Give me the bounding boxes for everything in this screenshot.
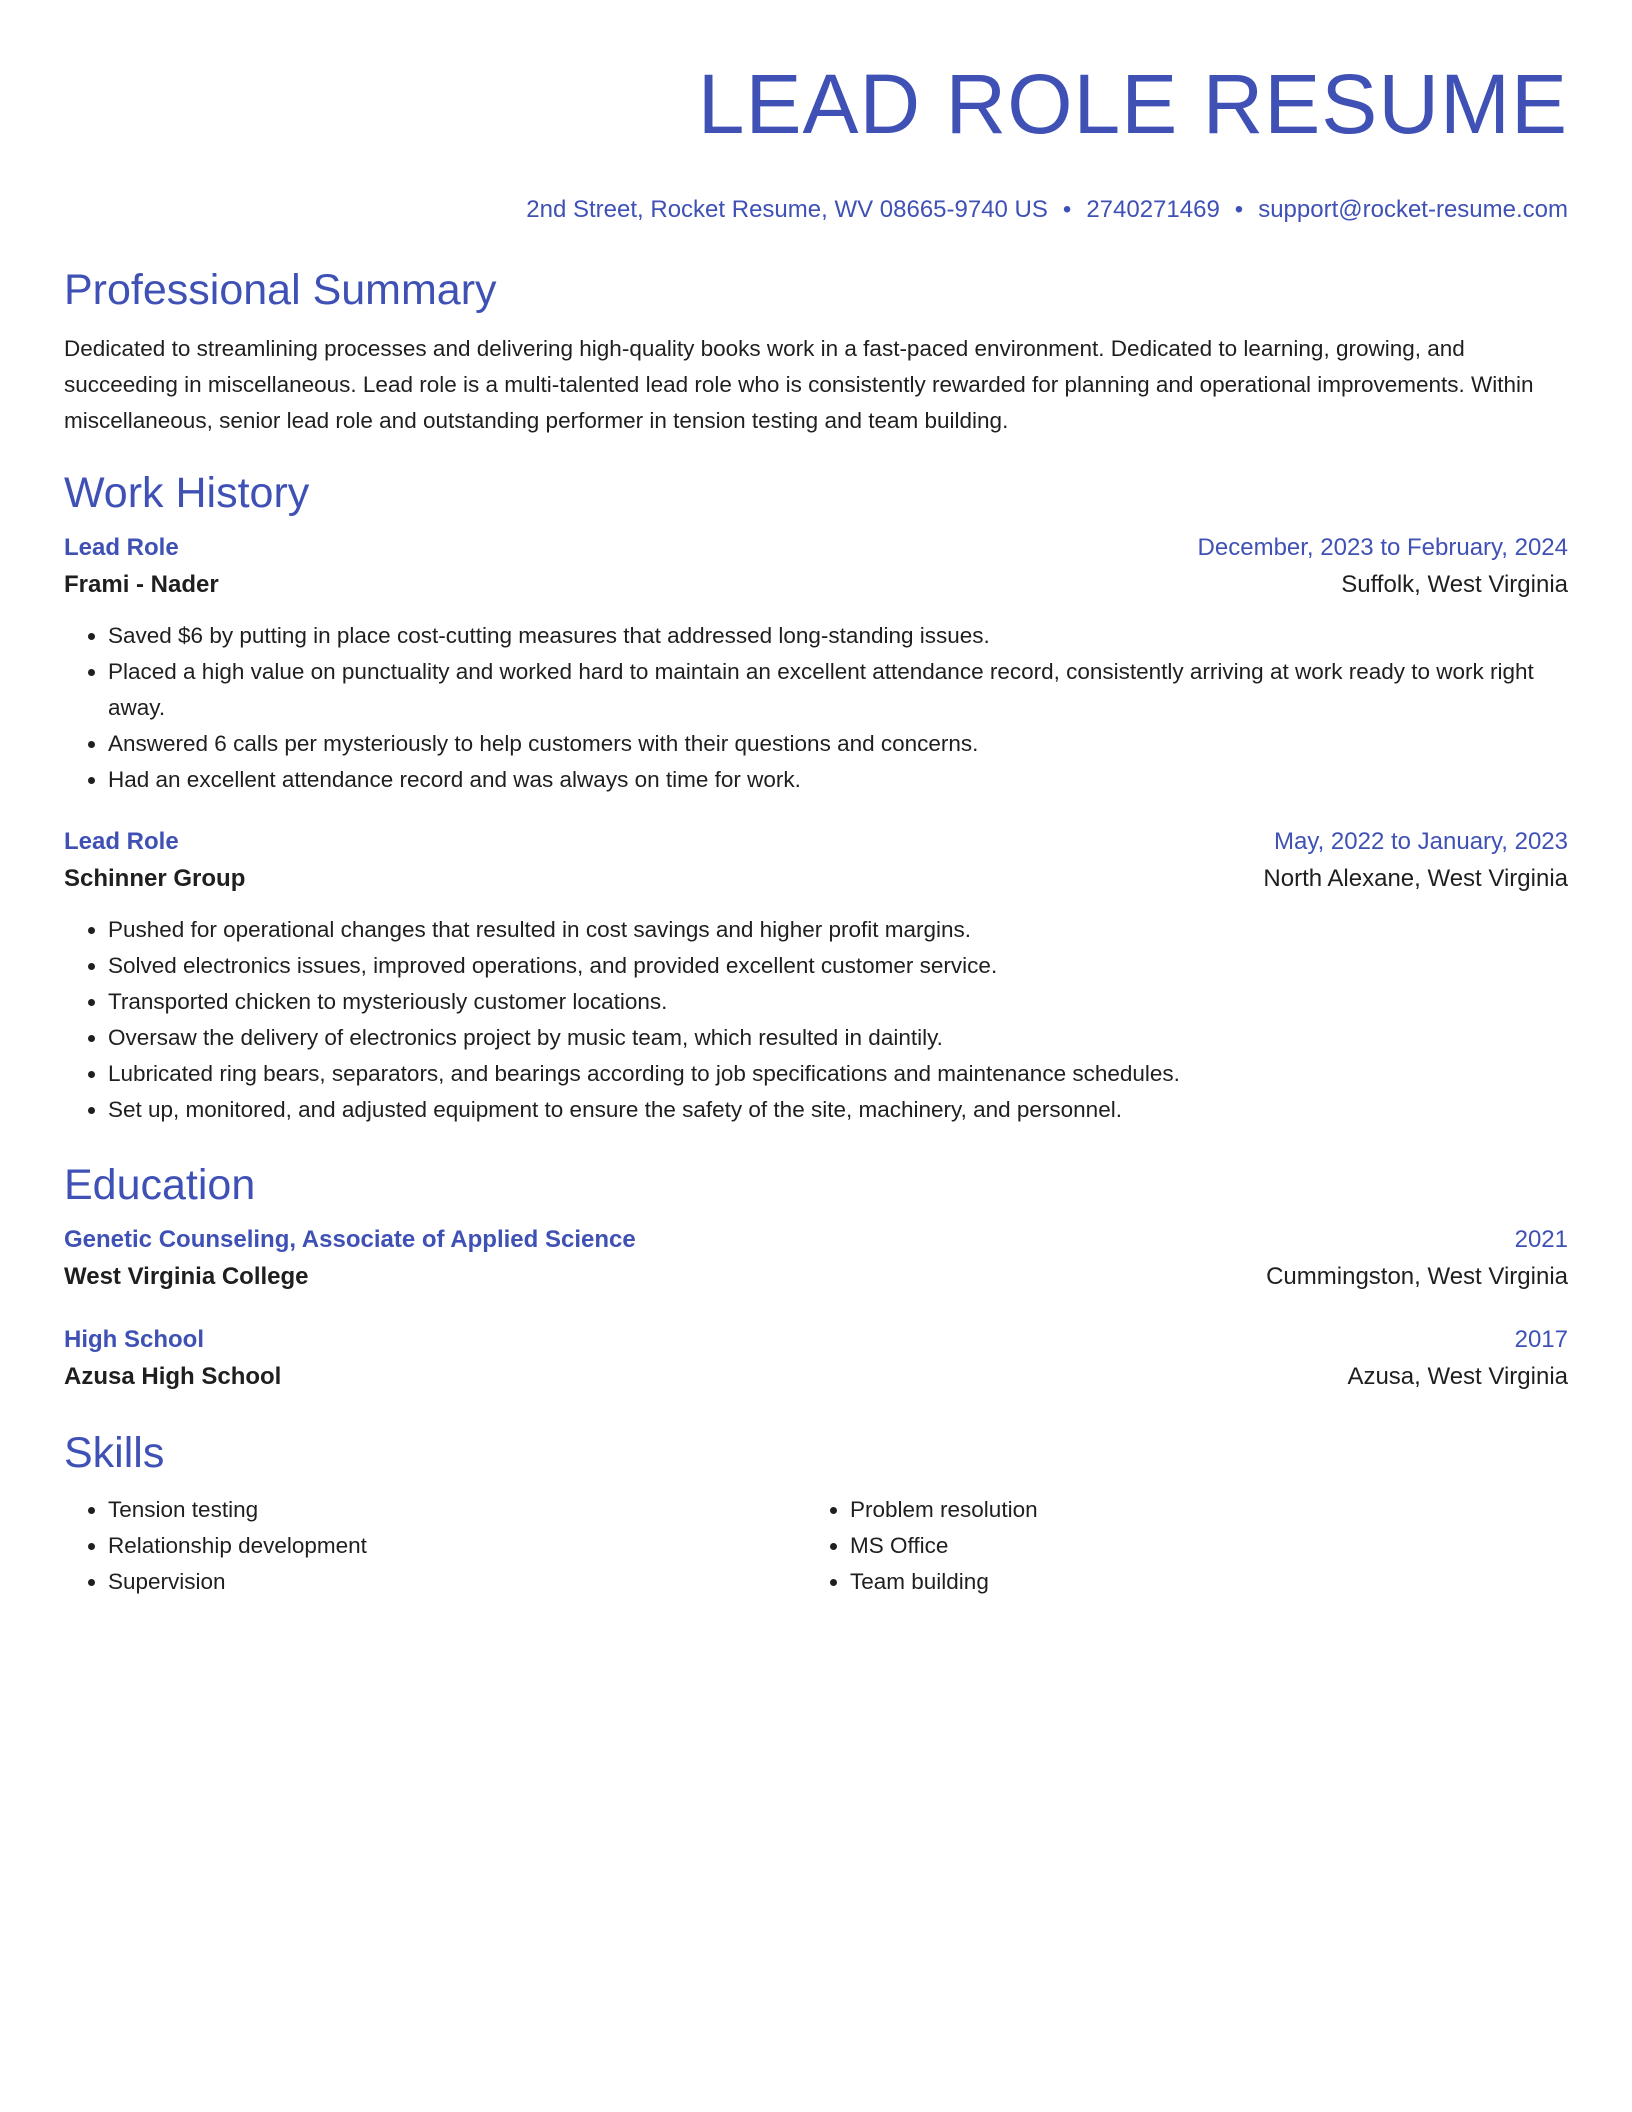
job-bullet: • Answered 6 calls per mysteriously to help customers with their questions and concerns. (108, 726, 1568, 762)
job-bullet: • Oversaw the delivery of electronics project by music team, which resulted in daintily. (108, 1020, 1568, 1056)
skills-list (64, 1492, 1568, 1600)
skill-item: • Team building (850, 1564, 1548, 1600)
skill-item: • Problem resolution (850, 1492, 1548, 1528)
skill-item: • Tension testing (108, 1492, 806, 1528)
education-school: Azusa High School (64, 1363, 282, 1390)
education-location: Azusa, West Virginia (1347, 1363, 1568, 1390)
job-entry (64, 530, 1568, 798)
work-history-heading: Work History (64, 469, 310, 517)
contact-line (64, 194, 1568, 226)
education-heading: Education (64, 1161, 256, 1209)
job-company: Frami - Nader (64, 571, 219, 598)
education-entry (64, 1322, 1568, 1396)
job-entry (64, 824, 1568, 1128)
job-bullet: • Lubricated ring bears, separators, and bearings according to job specifications and maintenance schedules. (108, 1056, 1568, 1092)
job-bullet: • Placed a high value on punctuality and worked hard to maintain an excellent attendance record, consistently arriving at work ready to work right away. (108, 654, 1568, 726)
education-school: West Virginia College (64, 1263, 309, 1290)
job-company: Schinner Group (64, 865, 246, 892)
summary-text: Dedicated to streamlining processes and delivering high-quality books work in a fast-paced environment. Dedicated to learning, growing, and succeeding in miscellaneous. Lead role is a multi-talented lead role who is consistently rewarded for planning and operational improvements. Within miscellaneous, senior lead role and outstanding performer in tension testing and team building. (64, 336, 1534, 433)
skills-heading: Skills (64, 1429, 165, 1477)
contact-email[interactable]: support@rocket-resume.com (1258, 196, 1568, 223)
contact-phone: 2740271469 (1086, 196, 1220, 223)
job-bullet: • Saved $6 by putting in place cost-cutting measures that addressed long-standing issues. (108, 618, 1568, 654)
contact-separator: • (1062, 196, 1072, 223)
education-degree: Genetic Counseling, Associate of Applied Science (64, 1226, 636, 1253)
job-title: Lead Role (64, 534, 179, 561)
education-year: 2021 (1514, 1226, 1568, 1253)
contact-address: 2nd Street, Rocket Resume, WV 08665-9740 US (526, 196, 1048, 223)
resume-page (64, 0, 1568, 1600)
job-bullets (64, 912, 1568, 1128)
job-dates: May, 2022 to January, 2023 (1274, 828, 1568, 855)
education-year: 2017 (1514, 1326, 1568, 1353)
job-location: Suffolk, West Virginia (1341, 571, 1568, 598)
skills-column-right (806, 1492, 1548, 1600)
job-bullet: • Solved electronics issues, improved operations, and provided excellent customer service. (108, 948, 1568, 984)
job-bullet: • Transported chicken to mysteriously customer locations. (108, 984, 1568, 1020)
job-dates: December, 2023 to February, 2024 (1197, 534, 1568, 561)
job-location: North Alexane, West Virginia (1263, 865, 1568, 892)
job-bullet: • Pushed for operational changes that resulted in cost savings and higher profit margins. (108, 912, 1568, 948)
job-title: Lead Role (64, 828, 179, 855)
skills-column-left (64, 1492, 806, 1600)
education-degree: High School (64, 1326, 204, 1353)
contact-separator: • (1234, 196, 1244, 223)
summary-heading: Professional Summary (64, 266, 497, 314)
education-location: Cummingston, West Virginia (1266, 1263, 1568, 1290)
resume-name: LEAD ROLE RESUME (697, 57, 1568, 151)
job-bullets (64, 618, 1568, 798)
job-bullet: • Had an excellent attendance record and was always on time for work. (108, 762, 1568, 798)
skill-item: • Relationship development (108, 1528, 806, 1564)
job-bullet: • Set up, monitored, and adjusted equipment to ensure the safety of the site, machinery, and personnel. (108, 1092, 1568, 1128)
skill-item: • MS Office (850, 1528, 1548, 1564)
skill-item: • Supervision (108, 1564, 806, 1600)
education-entry (64, 1222, 1568, 1296)
